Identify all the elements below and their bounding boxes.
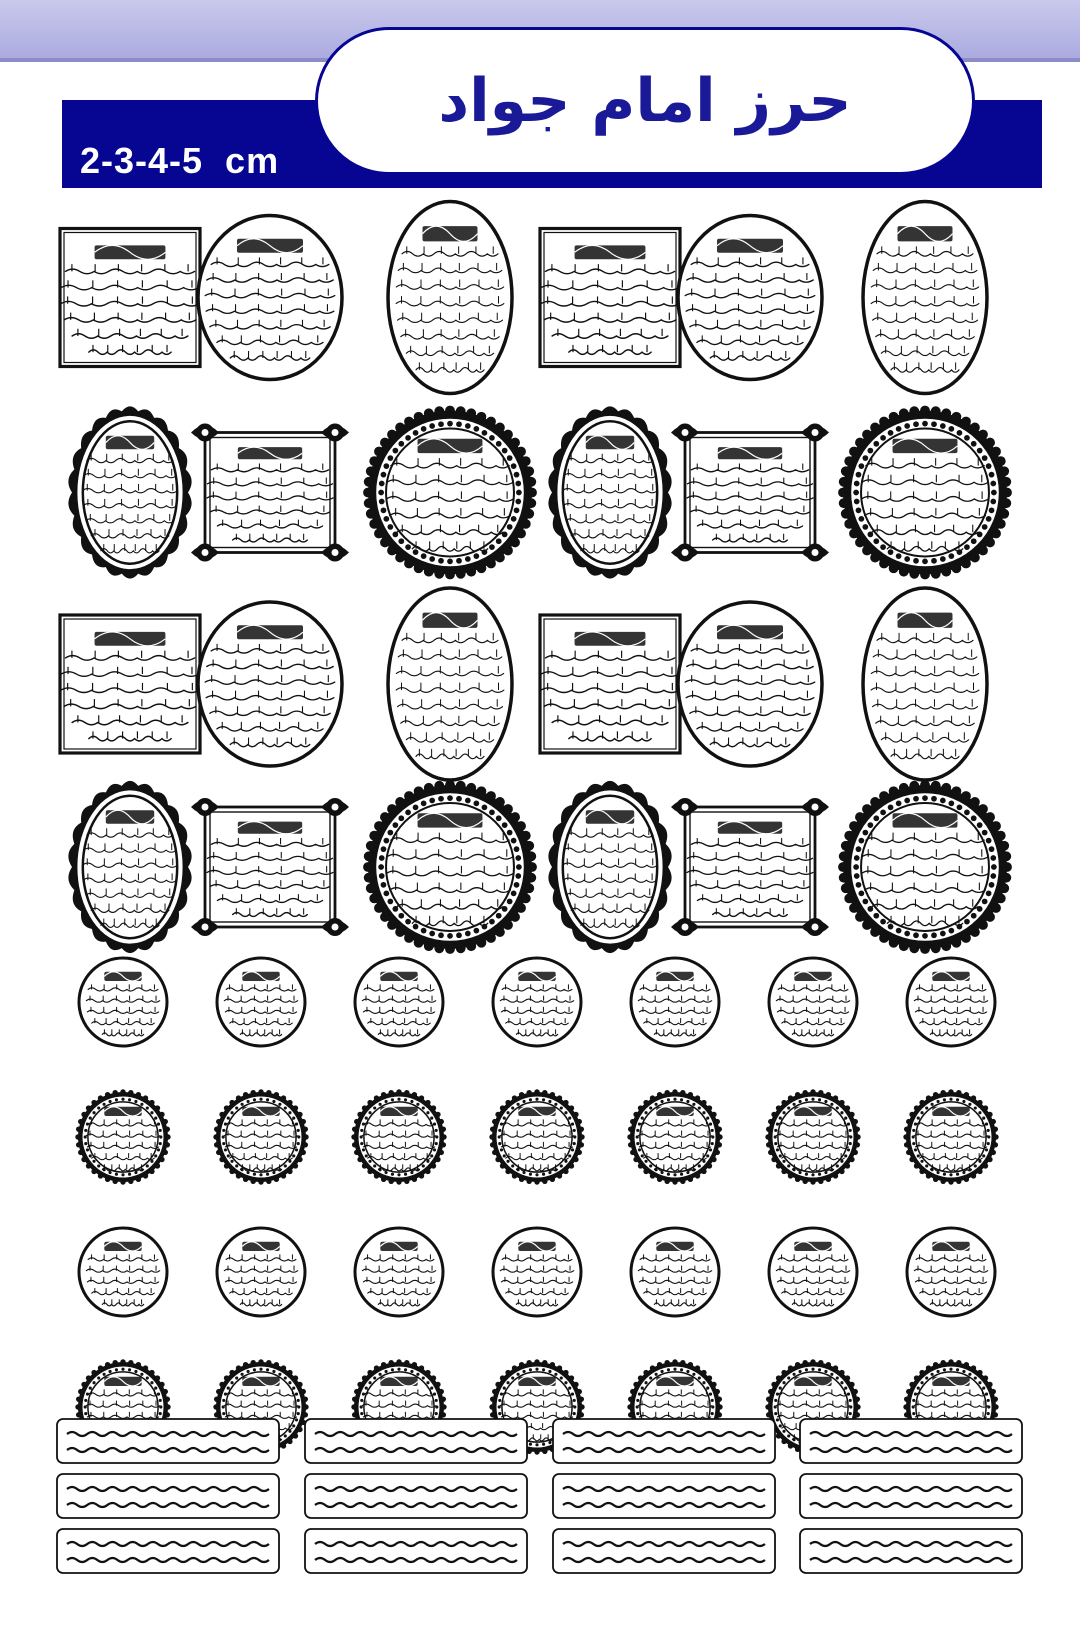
small-stamp-beaded-circle [627,1359,722,1454]
size-label: 2-3-4-5 cm [80,140,280,181]
small-stamp-plain-circle [217,958,305,1046]
small-stamp-plain-circle [631,1228,719,1316]
stamp-circle [678,602,822,766]
small-stamp-beaded-circle [351,1089,446,1184]
small-stamp-beaded-circle [75,1359,170,1454]
small-stamp-beaded-circle [75,1089,170,1184]
stamp-scalloped-oval [548,406,671,578]
stamp-scalloped-oval [548,781,671,953]
small-stamp-plain-circle [769,958,857,1046]
stamp-beaded-circle [363,406,537,580]
strip-stamp [553,1474,775,1518]
stamp-beaded-circle [363,780,537,954]
stamp-scalloped-oval [68,781,191,953]
stamp-scalloped-oval [68,406,191,578]
stamp-oval [863,588,987,780]
small-stamp-beaded-circle [903,1089,998,1184]
stamp-circle [198,216,342,380]
small-stamp-beaded-circle [903,1359,998,1454]
stamp-oval [388,202,512,394]
stamp-oval [863,202,987,394]
small-stamp-beaded-circle [213,1089,308,1184]
small-stamp-beaded-circle [489,1359,584,1454]
strip-stamp [553,1529,775,1573]
stamp-rectangle [60,229,200,367]
small-stamp-plain-circle [907,958,995,1046]
small-stamp-plain-circle [493,1228,581,1316]
small-stamp-plain-circle [79,1228,167,1316]
strip-stamp [305,1474,527,1518]
small-stamp-plain-circle [907,1228,995,1316]
small-stamp-beaded-circle [627,1089,722,1184]
small-stamp-plain-circle [355,958,443,1046]
stamp-ornate-square [191,798,349,936]
stamp-circle [678,216,822,380]
small-stamp-plain-circle [769,1228,857,1316]
small-stamp-plain-circle [631,958,719,1046]
small-stamp-beaded-circle [765,1089,860,1184]
small-stamp-plain-circle [355,1228,443,1316]
small-stamp-beaded-circle [765,1359,860,1454]
stamp-ornate-square [191,424,349,562]
strip-stamp [553,1419,775,1463]
stamp-ornate-square [671,798,829,936]
strip-stamp [57,1529,279,1573]
strip-stamp [57,1474,279,1518]
small-stamp-beaded-circle [213,1359,308,1454]
strip-stamp [305,1529,527,1573]
small-stamp-plain-circle [493,958,581,1046]
title-pill [315,27,975,175]
strip-stamp [305,1419,527,1463]
page-title: حرز امام جواد [438,66,852,136]
stamp-beaded-circle [838,780,1012,954]
strip-stamp [57,1419,279,1463]
small-stamp-beaded-circle [351,1359,446,1454]
strip-stamp [800,1474,1022,1518]
stamp-oval [388,588,512,780]
stamp-rectangle [540,229,680,367]
strip-stamp [800,1529,1022,1573]
small-stamp-beaded-circle [489,1089,584,1184]
stamp-rectangle [540,615,680,753]
stamp-rectangle [60,615,200,753]
stamp-beaded-circle [838,406,1012,580]
stamp-circle [198,602,342,766]
small-stamp-plain-circle [79,958,167,1046]
small-stamp-plain-circle [217,1228,305,1316]
strip-stamp [800,1419,1022,1463]
stamp-ornate-square [671,424,829,562]
